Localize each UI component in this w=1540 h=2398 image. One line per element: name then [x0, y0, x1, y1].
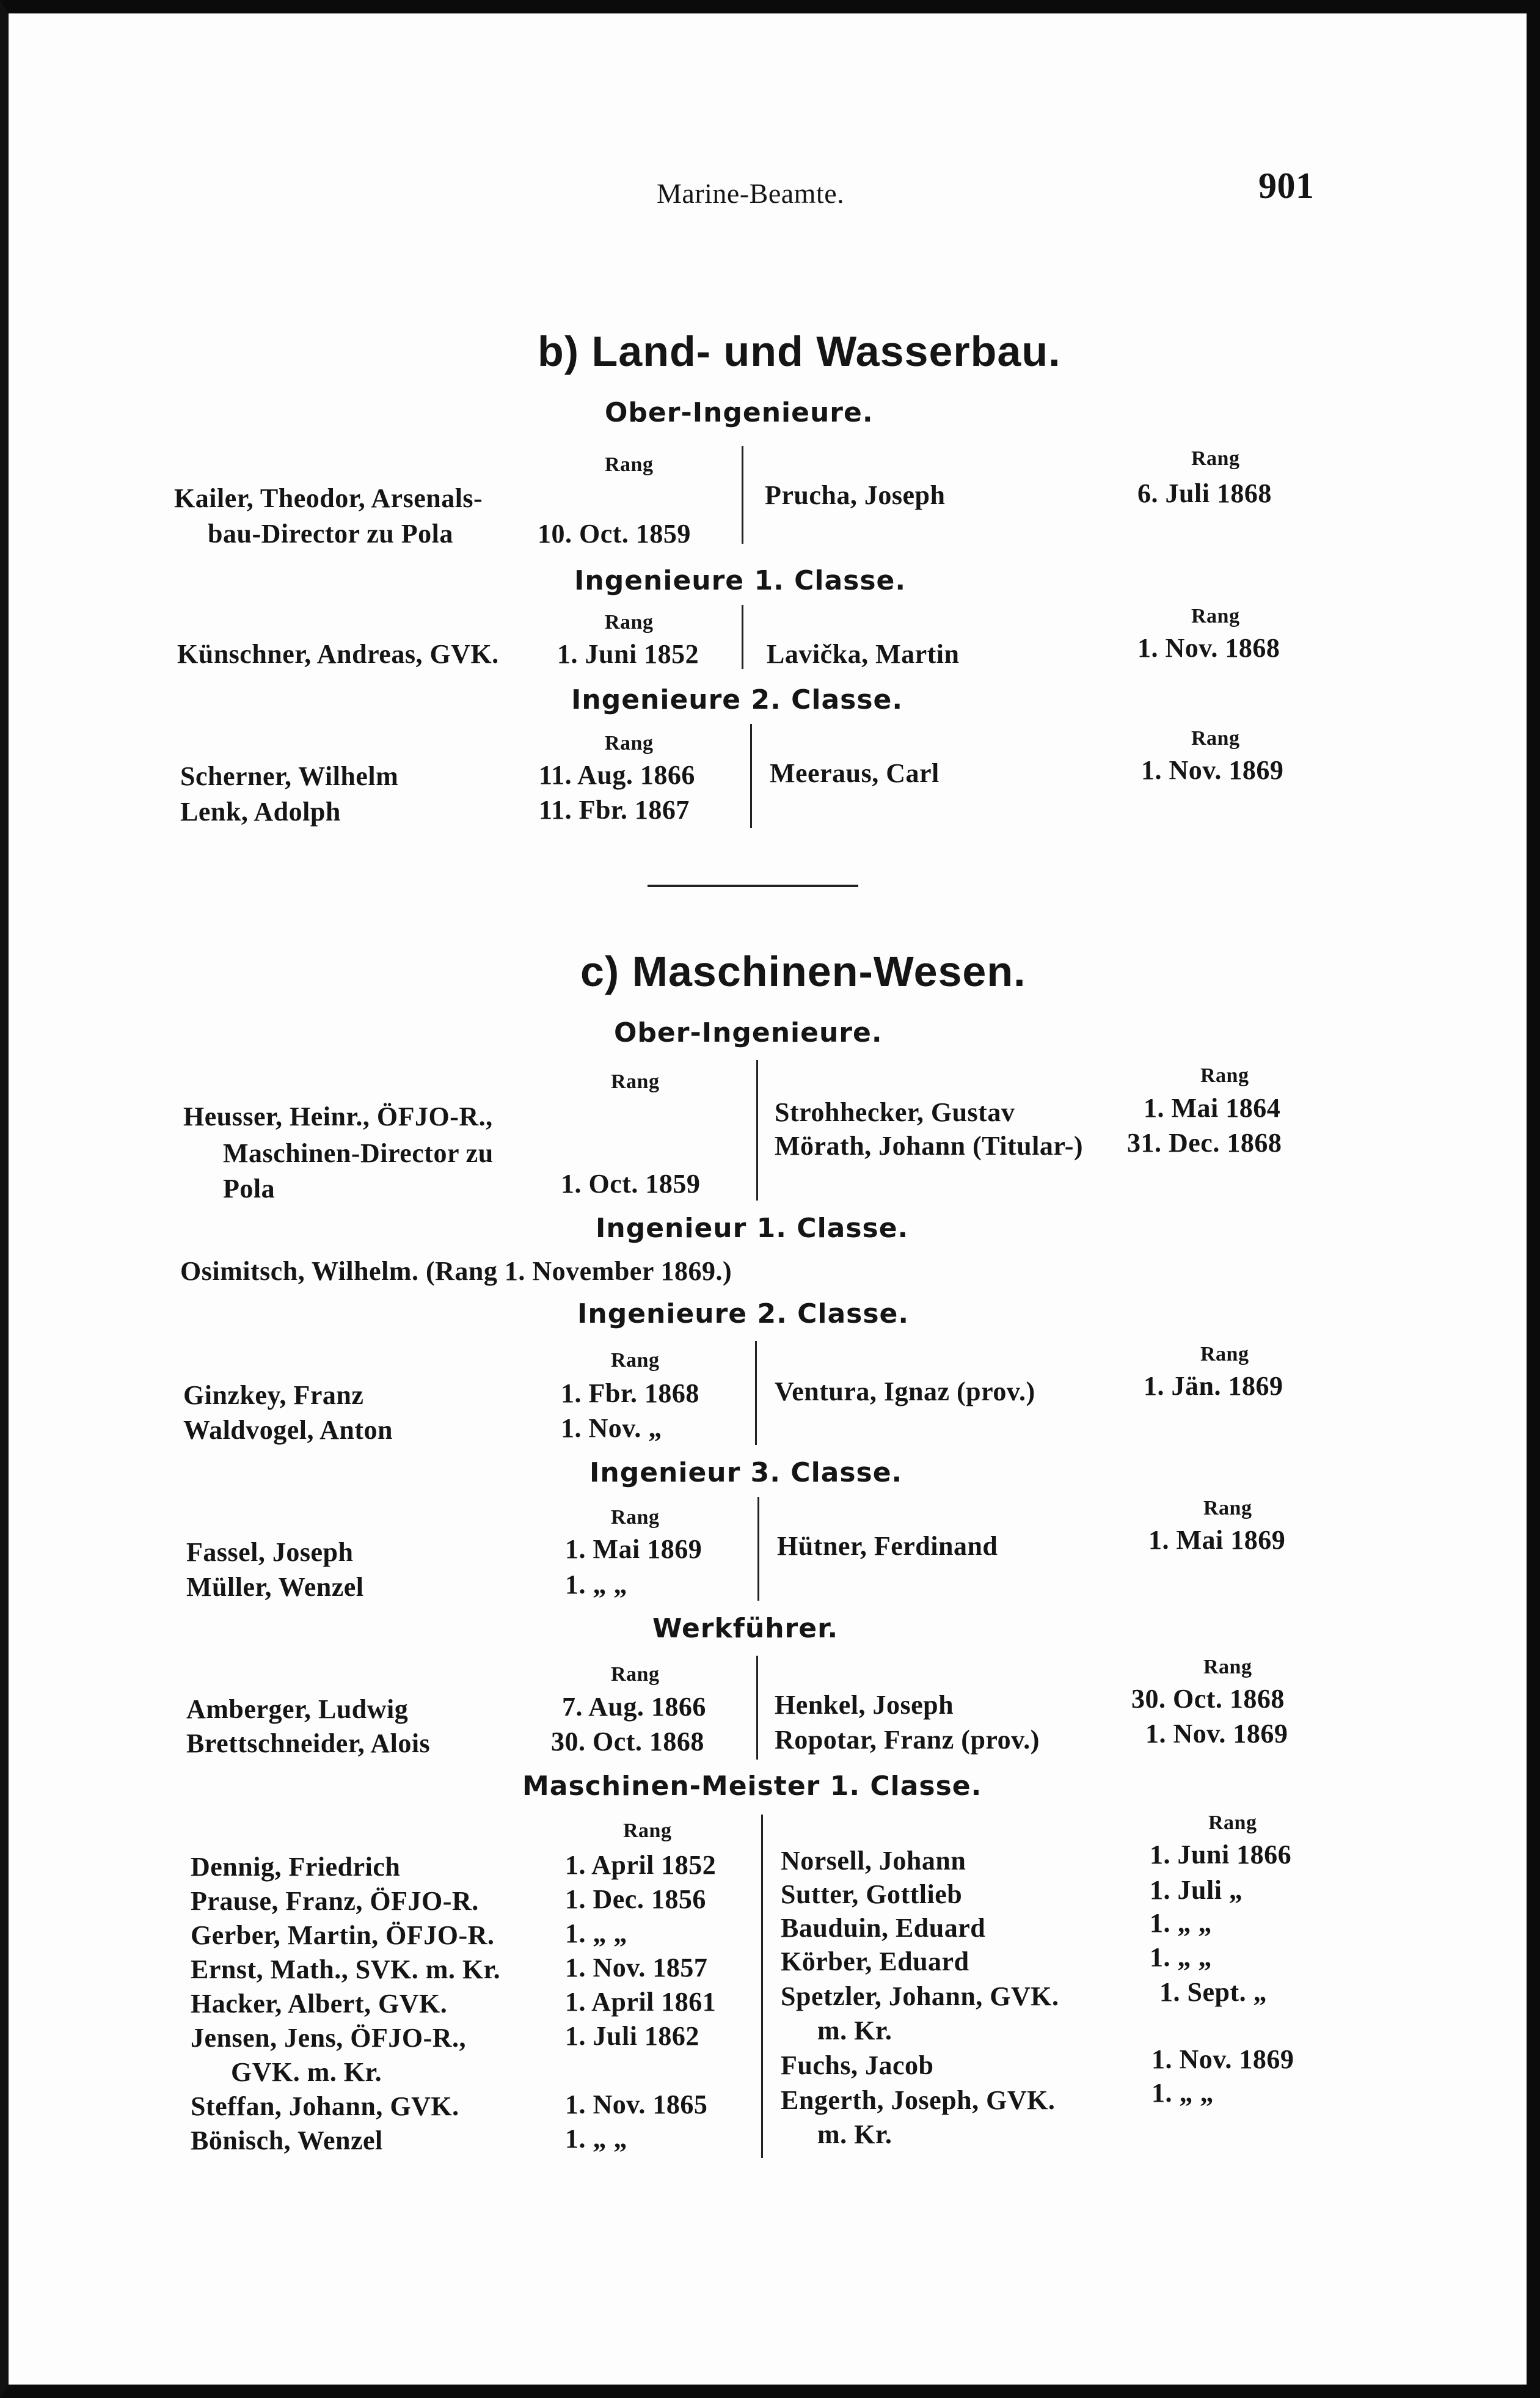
heading-werkfuehrer: Werkführer. — [652, 1613, 839, 1644]
column-divider — [742, 446, 743, 544]
entry-date: 7. Aug. 1866 — [562, 1692, 706, 1722]
entry-name: Ventura, Ignaz (prov.) — [775, 1376, 1035, 1406]
entry-date: 1. Mai 1869 — [1148, 1525, 1286, 1555]
entry-date: 1. Juni 1866 — [1150, 1840, 1292, 1870]
entry-date: 1. Juli 1862 — [565, 2021, 699, 2051]
running-title: Marine-Beamte. — [657, 178, 845, 209]
entry-name: Künschner, Andreas, GVK. — [177, 639, 499, 669]
rang-label: Rang — [611, 1663, 660, 1686]
page-number: 901 — [1258, 166, 1315, 206]
entry-name: Sutter, Gottlieb — [781, 1879, 963, 1909]
heading-maschinen-ing3: Ingenieur 3. Classe. — [589, 1457, 903, 1488]
entry-name: Körber, Eduard — [781, 1947, 969, 1976]
entry-name: Kailer, Theodor, Arsenals- — [174, 483, 483, 513]
entry-date: 11. Fbr. 1867 — [539, 795, 690, 825]
entry-name: Spetzler, Johann, GVK. — [781, 1981, 1059, 2011]
entry-date: 6. Juli 1868 — [1137, 478, 1272, 508]
rang-label: Rang — [605, 732, 654, 755]
entry-date: 1. Oct. 1859 — [561, 1169, 701, 1199]
entry-name: bau-Director zu Pola — [208, 519, 453, 549]
entry-name: Jensen, Jens, ÖFJO-R., — [191, 2023, 466, 2053]
entry-name: Pola — [223, 1174, 276, 1204]
entry-name: GVK. m. Kr. — [231, 2057, 382, 2087]
entry-date: 1. Sept. „ — [1159, 1977, 1268, 2007]
entry-date: 1. Dec. 1856 — [565, 1884, 706, 1914]
entry-name: Ernst, Math., SVK. m. Kr. — [191, 1954, 501, 1984]
entry-date: 1. „ „ — [1150, 1942, 1212, 1972]
entry-name: Mörath, Johann (Titular-) — [775, 1131, 1084, 1161]
rang-label: Rang — [611, 1349, 660, 1372]
entry-date: 1. „ „ — [565, 1918, 627, 1948]
entry-date: 1. Nov. 1865 — [565, 2089, 708, 2119]
entry-date: 1. Nov. 1869 — [1145, 1719, 1288, 1749]
entry-name: Prause, Franz, ÖFJO-R. — [191, 1886, 479, 1916]
entry-name: Hütner, Ferdinand — [777, 1531, 998, 1561]
entry-date: 1. Mai 1864 — [1144, 1093, 1281, 1123]
entry-name: Amberger, Ludwig — [186, 1694, 409, 1724]
entry-name: Lavička, Martin — [767, 639, 960, 669]
entry-date: 1. Nov. „ — [561, 1413, 662, 1443]
entry-date: 1. „ „ — [1151, 2078, 1214, 2108]
rang-label: Rang — [611, 1506, 660, 1529]
entry-date: 1. Nov. 1869 — [1141, 755, 1284, 785]
entry-date: 1. „ „ — [565, 2124, 627, 2154]
entry-name: Meeraus, Carl — [770, 758, 940, 788]
rang-label: Rang — [1208, 1811, 1257, 1834]
entry-date: 10. Oct. 1859 — [538, 519, 691, 549]
heading-maschinen-ing1: Ingenieur 1. Classe. — [596, 1213, 909, 1244]
section-title-maschinen: c) Maschinen-Wesen. — [580, 948, 1026, 995]
rang-label: Rang — [1191, 727, 1240, 750]
entry-name: Norsell, Johann — [781, 1846, 966, 1876]
entry-name: Hacker, Albert, GVK. — [191, 1989, 448, 2019]
entry-name: Scherner, Wilhelm — [180, 761, 399, 791]
entry-name: Henkel, Joseph — [775, 1690, 954, 1720]
entry-date: 1. Juli „ — [1150, 1875, 1243, 1905]
entry-name: Bönisch, Wenzel — [191, 2126, 383, 2155]
column-divider — [756, 1656, 758, 1760]
column-divider — [761, 1815, 763, 2158]
entry-name: Müller, Wenzel — [186, 1572, 364, 1602]
entry-date: 30. Oct. 1868 — [1131, 1684, 1285, 1714]
heading-maschinen-meister-1: Maschinen-Meister 1. Classe. — [522, 1771, 982, 1802]
entry-date: 1. April 1861 — [565, 1987, 717, 2017]
entry-date: 30. Oct. 1868 — [551, 1727, 704, 1756]
entry-name: m. Kr. — [817, 2119, 892, 2149]
entry-name: Heusser, Heinr., ÖFJO-R., — [183, 1102, 493, 1131]
entry-name: Maschinen-Director zu — [223, 1138, 494, 1168]
column-divider — [750, 724, 752, 828]
rang-label: Rang — [611, 1070, 660, 1093]
column-divider — [757, 1497, 759, 1601]
entry-name: Ropotar, Franz (prov.) — [775, 1725, 1040, 1755]
entry-date: 1. Mai 1869 — [565, 1534, 702, 1564]
rang-label: Rang — [1191, 605, 1240, 627]
heading-maschinen-ing2: Ingenieure 2. Classe. — [577, 1298, 910, 1329]
rang-label: Rang — [1203, 1497, 1252, 1519]
rang-label: Rang — [605, 611, 654, 634]
entry-name: Dennig, Friedrich — [191, 1852, 401, 1882]
section-title-land: b) Land- und Wasserbau. — [538, 327, 1061, 375]
entry-name: Brettschneider, Alois — [186, 1728, 431, 1758]
entry-date: 31. Dec. 1868 — [1127, 1128, 1282, 1158]
rang-label: Rang — [1200, 1064, 1249, 1087]
heading-land-ing1: Ingenieure 1. Classe. — [574, 565, 907, 596]
entry-date: 1. Nov. 1868 — [1137, 633, 1280, 663]
column-divider — [742, 605, 743, 669]
entry-date: 1. Nov. 1869 — [1151, 2044, 1294, 2074]
entry-name: Ginzkey, Franz — [183, 1380, 364, 1410]
entry-date: 1. Nov. 1857 — [565, 1953, 708, 1983]
column-divider — [755, 1341, 757, 1445]
entry-date: 11. Aug. 1866 — [539, 760, 695, 790]
entry-date: 1. Fbr. 1868 — [561, 1378, 699, 1408]
entry-name: Fassel, Joseph — [186, 1537, 354, 1567]
rang-label: Rang — [1203, 1656, 1252, 1678]
entry-name: Lenk, Adolph — [180, 797, 341, 827]
heading-land-ing2: Ingenieure 2. Classe. — [571, 684, 903, 715]
entry-date: 1. „ „ — [1150, 1908, 1212, 1938]
rang-label: Rang — [623, 1819, 672, 1842]
entry-date: 1. Jän. 1869 — [1144, 1371, 1283, 1401]
entry-name: Steffan, Johann, GVK. — [191, 2091, 459, 2121]
entry-name: Prucha, Joseph — [765, 480, 946, 510]
entry-date: 1. April 1852 — [565, 1850, 717, 1880]
entry-line: Osimitsch, Wilhelm. (Rang 1. November 1869.) — [180, 1256, 732, 1286]
column-divider — [756, 1060, 758, 1201]
entry-name: Engerth, Joseph, GVK. — [781, 2085, 1056, 2115]
rang-label: Rang — [605, 453, 654, 476]
section-divider — [648, 885, 858, 887]
entry-name: Bauduin, Eduard — [781, 1913, 986, 1943]
entry-date: 1. Juni 1852 — [557, 639, 699, 669]
heading-land-ober: Ober-Ingenieure. — [605, 397, 874, 428]
rang-label: Rang — [1191, 447, 1240, 470]
heading-maschinen-ober: Ober-Ingenieure. — [614, 1017, 883, 1048]
entry-date: 1. „ „ — [565, 1570, 627, 1599]
rang-label: Rang — [1200, 1343, 1249, 1365]
entry-name: Gerber, Martin, ÖFJO-R. — [191, 1920, 495, 1950]
entry-name: m. Kr. — [817, 2016, 892, 2045]
entry-name: Waldvogel, Anton — [183, 1415, 393, 1445]
entry-name: Fuchs, Jacob — [781, 2050, 934, 2080]
entry-name: Strohhecker, Gustav — [775, 1097, 1015, 1127]
